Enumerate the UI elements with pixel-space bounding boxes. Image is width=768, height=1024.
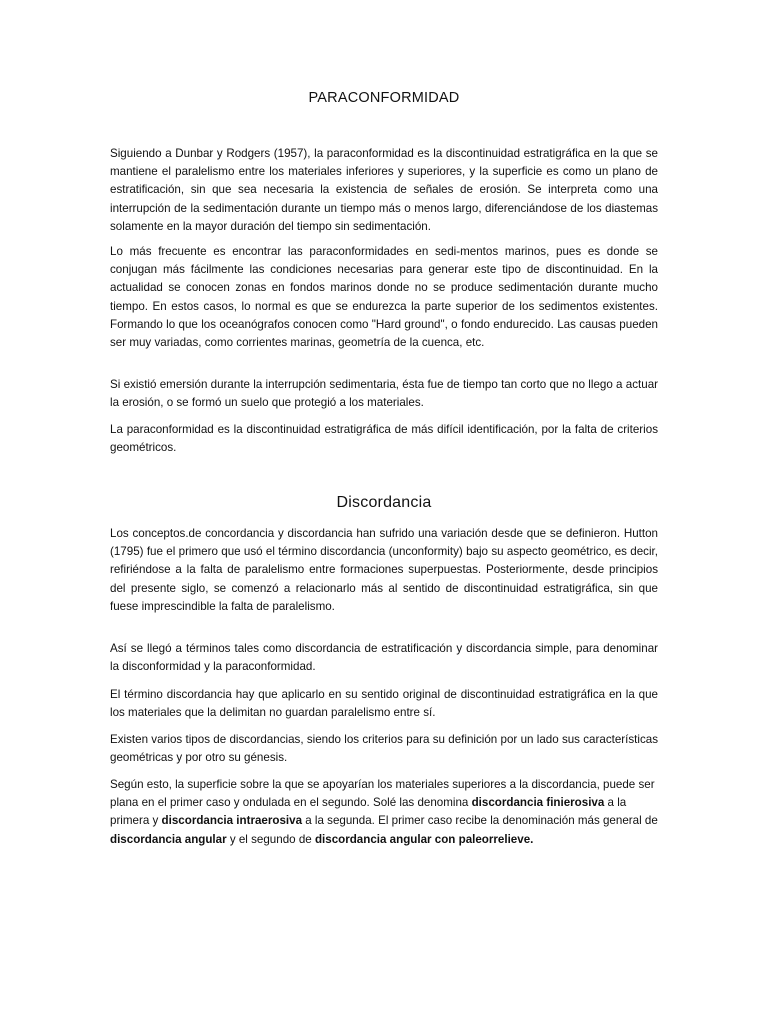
text-run: a la primera y: [110, 796, 627, 828]
section-title-paraconformidad: PARACONFORMIDAD: [308, 90, 460, 106]
bold-term: discordancia finierosiva: [471, 796, 605, 810]
paragraph: Si existió emersión durante la interrupción sedimentaria, ésta fue de tiempo tan corto que no llego a actuar la erosión, o se formó un suelo que protegió a los materiales.: [110, 378, 658, 410]
paragraph: La paraconformidad es la discontinuidad estratigráfica de más difícil identificación, por la falta de criterios geométricos.: [110, 423, 658, 455]
paragraph-last: [110, 776, 658, 849]
paragraph: Así se llegó a términos tales como discordancia de estratificación y discordancia simple, para denominar la disconformidad y la paraconformidad.: [110, 642, 658, 674]
text-run: y el segundo de: [226, 832, 315, 846]
paragraph: Existen varios tipos de discordancias, siendo los criterios para su definición por un lado sus características geométricas y por otro su génesis.: [110, 733, 658, 765]
bold-term: discordancia angular: [110, 832, 227, 846]
paragraph: El término discordancia hay que aplicarlo en su sentido original de discontinuidad estratigráfica en la que los materiales que la delimitan no guardan paralelismo entre sí.: [110, 688, 658, 720]
text-run: Según esto, la superficie sobre la que se apoyarían los materiales superiores a la discordancia, puede ser plana en el primer caso y ondulada en el segundo. Solé las denomina: [110, 778, 655, 810]
bold-term: discordancia intraerosiva: [161, 814, 303, 828]
text-run: a la segunda. El primer caso recibe la denominación más general de: [302, 814, 658, 828]
paragraph: Lo más frecuente es encontrar las paraconformidades en sedi-mentos marinos, pues es donde se conjugan más fácilmente las condiciones necesarias para generar este tipo de discontinuidad. En la actualidad se conocen zonas en fondos marinos donde no se produce sedimentación durante mucho tiempo. En estos casos, lo normal es que se endurezca la parte superior de los sedimentos existentes. Formando lo que los oceanógrafos conocen como "Hard ground", o fondo endurecido. Las causas pueden ser muy variadas, como corrientes marinas, geometría de la cuenca, etc.: [110, 245, 658, 350]
section-title-discordancia: Discordancia: [336, 494, 432, 511]
text-run: .: [530, 832, 534, 846]
bold-term: discordancia angular con paleorrelieve: [314, 832, 531, 846]
paragraph: Siguiendo a Dunbar y Rodgers (1957), la paraconformidad es la discontinuidad estratigráfica en la que se mantiene el paralelismo entre los materiales inferiores y superiores, y la superficie es como un plano de estratificación, sin que sea necesaria la existencia de señales de erosión. Se interpreta como una interrupción de la sedimentación durante un tiempo más o menos largo, diferenciándose de los diastemas solamente en la mayor duración del tiempo sin sedimentación.: [110, 147, 658, 233]
paragraph: Los conceptos.de concordancia y discordancia han sufrido una variación desde que se definieron. Hutton (1795) fue el primero que usó el término discordancia (unconformity) bajo su aspecto geométrico, es decir, refiriéndose a la falta de paralelismo entre formaciones superpuestas. Posteriormente, desde principios del presente siglo, se comenzó a relacionarlo más al sentido de discontinuidad estratigráfica, sin que fuese imprescindible la falta de paralelismo.: [110, 527, 658, 613]
